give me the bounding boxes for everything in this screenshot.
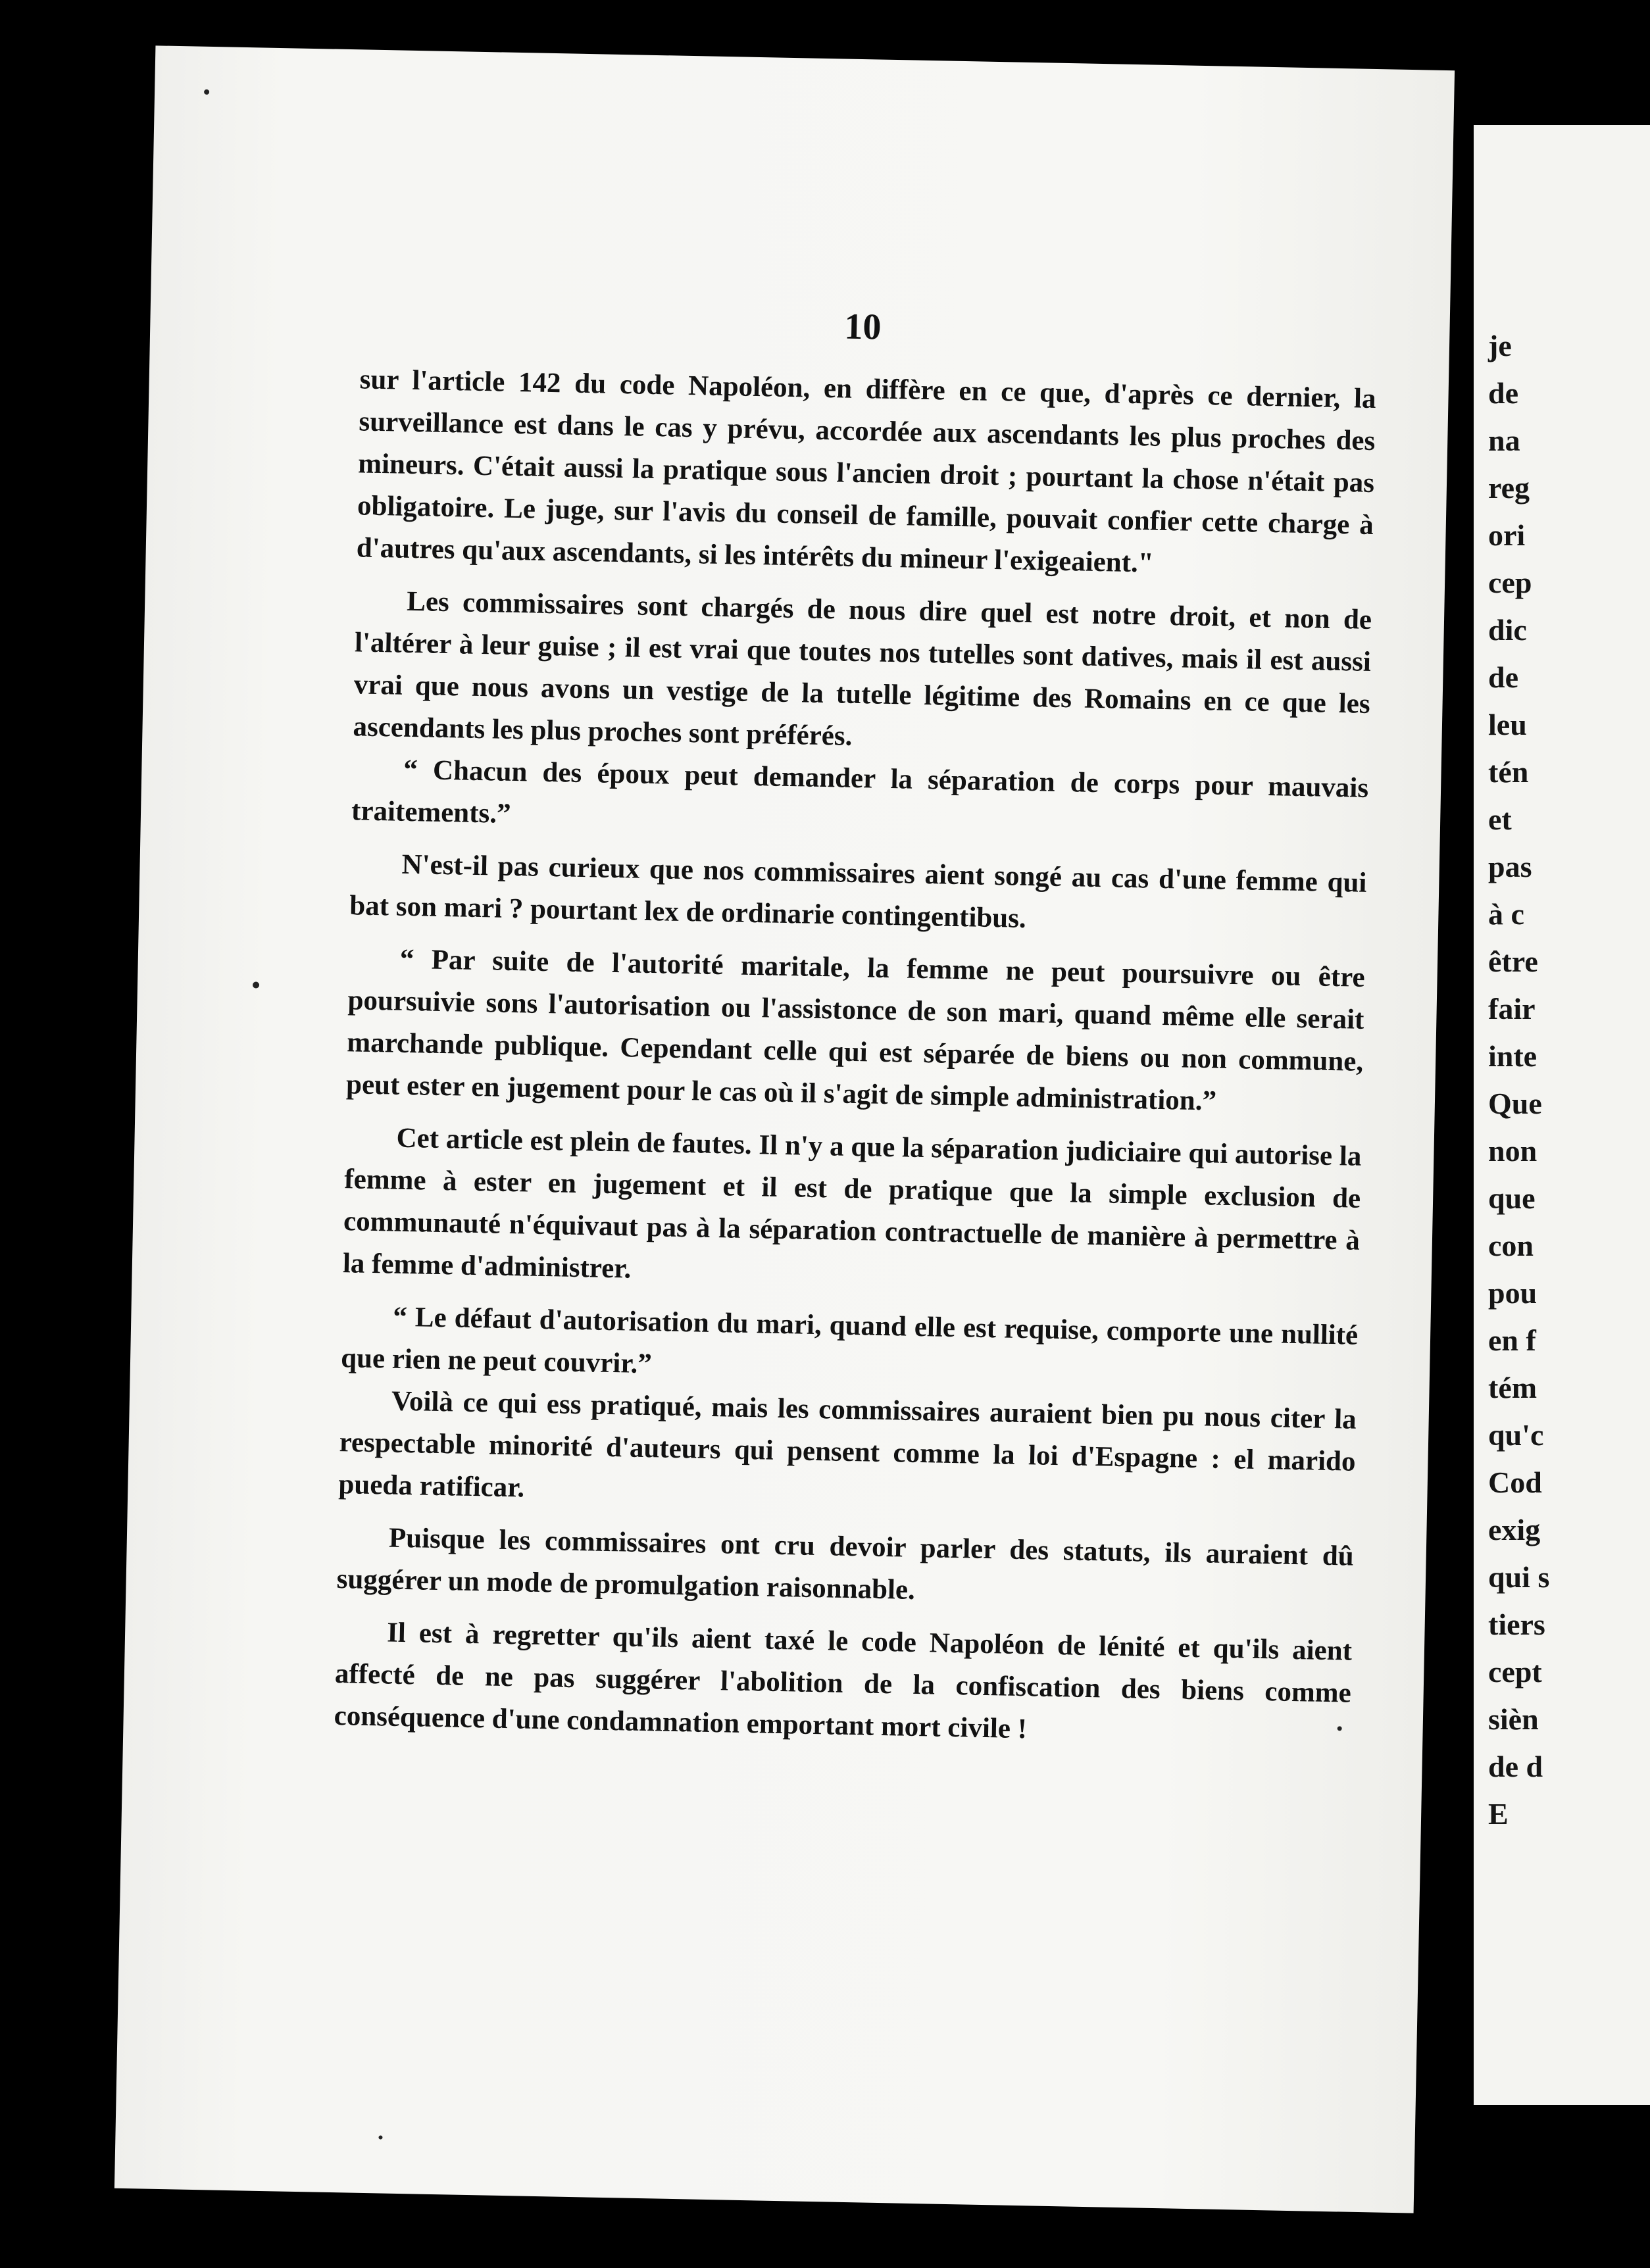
document-page: [114, 45, 1455, 2213]
paragraph-quote: “ Chacun des époux peut demander la séparation de corps pour mauvais traitements.”: [351, 754, 1369, 829]
adjacent-page-edge: [1474, 125, 1650, 2105]
adjacent-fragment: sièn: [1488, 1702, 1539, 1736]
adjacent-fragment: je: [1488, 329, 1512, 362]
adjacent-fragment: cep: [1488, 566, 1532, 599]
speck: [378, 2135, 382, 2139]
adjacent-fragment: pou: [1488, 1276, 1538, 1310]
page-number: 10: [843, 306, 882, 348]
adjacent-fragment: ori: [1488, 518, 1526, 552]
paragraph: N'est-il pas curieux que nos commissaires aient songé au cas d'une femme qui bat son mari ? pourtant lex de ordinarie contingentibus.: [349, 849, 1367, 934]
speck: [204, 89, 209, 95]
adjacent-fragment: pas: [1488, 850, 1532, 883]
adjacent-fragment: con: [1488, 1229, 1534, 1262]
adjacent-fragment: qu'c: [1488, 1418, 1544, 1452]
adjacent-fragment: E: [1488, 1797, 1509, 1831]
adjacent-fragment: et: [1488, 802, 1512, 836]
adjacent-fragment: tén: [1488, 755, 1529, 789]
body-text: [334, 358, 1376, 1756]
adjacent-fragment: Cod: [1488, 1466, 1542, 1499]
adjacent-fragment: de d: [1488, 1750, 1543, 1783]
adjacent-fragment: que: [1488, 1181, 1536, 1215]
adjacent-fragment: qui s: [1488, 1560, 1550, 1594]
adjacent-fragment: cept: [1488, 1655, 1542, 1689]
adjacent-fragment: leu: [1488, 708, 1527, 741]
adjacent-fragment: en f: [1488, 1323, 1536, 1357]
adjacent-fragment: Que: [1488, 1087, 1542, 1120]
adjacent-fragment: dic: [1488, 613, 1527, 647]
adjacent-fragment: de: [1488, 660, 1518, 694]
adjacent-fragment: tiers: [1488, 1608, 1545, 1641]
paragraph: Les commissaires sont chargés de nous dire quel est notre droit, et non de l'altérer à leur guise ; il est vrai que toutes nos tutelles sont datives, mais il est aussi vrai que nous avons un vestige de la tutelle légitime des Romains en ce que les ascendants les plus proches sont préférés.: [353, 585, 1372, 752]
adjacent-fragment: na: [1488, 424, 1520, 457]
adjacent-fragment: de: [1488, 376, 1518, 410]
adjacent-fragment: fair: [1488, 992, 1536, 1025]
paragraph-quote: “ Par suite de l'autorité maritale, la femme ne peut poursuivre ou être poursuivie sons l'autorisation ou l'assistonce de son mari, quand même elle serait marchande publique. Cependant celle qui est séparée de biens ou non commune, peut ester en jugement pour le cas où il s'agit de simple administration.”: [345, 943, 1366, 1117]
paragraph: Cet article est plein de fautes. Il n'y a que la séparation judiciaire qui autorise la femme à ester en jugement et il est de pratique que la simple exclusion de communauté n'équivaut pas à la séparation contractuelle de manière à permettre à la femme d'administrer.: [342, 1122, 1362, 1285]
adjacent-fragment: reg: [1488, 471, 1530, 505]
paragraph: Il est à regretter qu'ils aient taxé le code Napoléon de lénité et qu'ils aient affecté de ne pas suggérer l'abolition de la confiscation des biens comme conséquence d'une condamnation emportant mort civile !: [334, 1617, 1353, 1745]
adjacent-fragment: être: [1488, 945, 1538, 978]
adjacent-fragment: à c: [1488, 897, 1524, 931]
adjacent-fragment: inte: [1488, 1039, 1538, 1073]
adjacent-fragment: non: [1488, 1134, 1538, 1168]
adjacent-fragment: exig: [1488, 1513, 1541, 1546]
paragraph: Puisque les commissaires ont cru devoir parler des statuts, ils auraient dû suggérer un mode de promulgation raisonnable.: [336, 1522, 1355, 1606]
paragraph: Voilà ce qui ess pratiqué, mais les commissaires auraient bien pu nous citer la respectable minorité d'auteurs qui pensent comme la loi d'Espagne : el marido pueda ratificar.: [338, 1385, 1357, 1504]
speck: [253, 981, 259, 988]
paragraph-quote: “ Le défaut d'autorisation du mari, quand elle est requise, comporte une nullité que rien ne peut couvrir.”: [340, 1301, 1359, 1380]
adjacent-fragment: tém: [1488, 1371, 1538, 1404]
adjacent-page-text: [1488, 322, 1549, 1838]
paragraph: sur l'article 142 du code Napoléon, en diffère en ce que, d'après ce dernier, la surveillance est dans le cas y prévu, accordée aux ascendants les plus proches des mineurs. C'était aussi la pratique sous l'ancien droit ; pourtant la chose n'était pas obligatoire. Le juge, sur l'avis du conseil de famille, pouvait confier cette charge à d'autres qu'aux ascendants, si les intérêts du mineur l'exigeaient.": [356, 364, 1376, 579]
